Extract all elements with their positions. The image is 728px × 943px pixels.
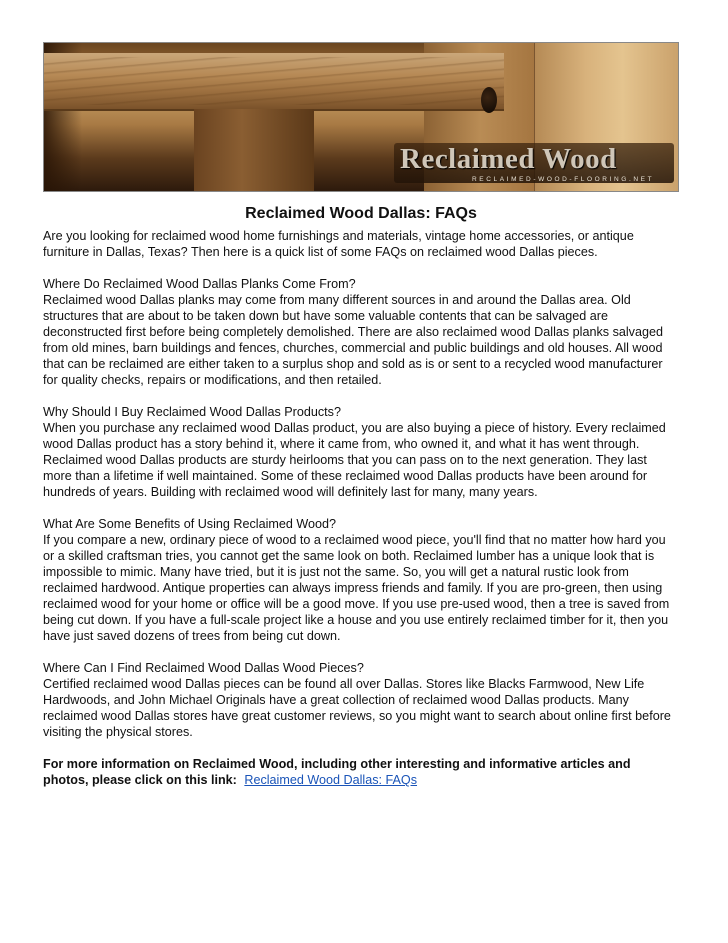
faq-section-3 [43,516,679,644]
faq-answer: When you purchase any reclaimed wood Dallas product, you are also buying a piece of history. Every reclaimed wood Dallas product has a story behind it, where it came from, who owned it, and what it has went through. Reclaimed wood Dallas products are sturdy heirlooms that you can pass on to the next generation. They last more than a lifetime if well maintained. Some of these reclaimed wood Dallas products have been around for hundreds of years. Building with reclaimed wood will definitely last for many, many years. [43,421,666,499]
faq-question: Where Do Reclaimed Wood Dallas Planks Come From? [43,277,356,291]
faq-section-2 [43,404,679,500]
intro-paragraph: Are you looking for reclaimed wood home furnishings and materials, vintage home accessories, or antique furniture in Dallas, Texas? Then here is a quick list of some FAQs on reclaimed wood Dallas pieces. [43,229,634,259]
knot-hole-decor [481,87,497,113]
wood-leg-decor [194,109,314,192]
footer-text: For more information on Reclaimed Wood, including other interesting and informative articles and photos, please click on this link: [43,757,631,787]
wood-grain-decor [44,57,504,105]
faq-question: What Are Some Benefits of Using Reclaimed Wood? [43,517,337,531]
faq-answer: Reclaimed wood Dallas planks may come from many different sources in and around the Dallas area. Old structures that are about to be taken down but have some valuable contents that can be salvaged are deconstructed first before being completely demolished. There are also reclaimed wood Dallas planks salvaged from old mines, barn buildings and fences, churches, commercial and public buildings and old houses. All wood that can be reclaimed are either taken to a surplus shop and sold as is or sent to a recycled wood manufacturer for quality checks, repairs or modifications, and then retailed. [43,293,663,387]
page-title: Reclaimed Wood Dallas: FAQs [245,205,477,222]
faq-link[interactable]: Reclaimed Wood Dallas: FAQs [244,773,418,787]
logo-text: Reclaimed Wood [400,143,617,175]
faq-question: Why Should I Buy Reclaimed Wood Dallas Products? [43,405,341,419]
faq-question: Where Can I Find Reclaimed Wood Dallas Wood Pieces? [43,661,364,675]
footer-paragraph [43,756,679,788]
faq-answer: Certified reclaimed wood Dallas pieces can be found all over Dallas. Stores like Blacks Farmwood, New Life Hardwoods, and John Michael Originals have a great collection of reclaimed wood Dallas products. Many reclaimed wood Dallas stores have great customer reviews, so you might want to search about online first before visiting the physical stores. [43,677,671,739]
faq-section-4 [43,660,679,740]
article-body [43,198,679,804]
faq-section-1 [43,276,679,388]
logo-subtext: RECLAIMED-WOOD-FLOORING.NET [472,176,655,183]
faq-answer: If you compare a new, ordinary piece of wood to a reclaimed wood piece, you'll find that no matter how hard you or a skilled craftsman tries, you cannot get the same look on both. Reclaimed lumber has a unique look that is impossible to mimic. Many have tried, but it is just not the same. So, you will get a natural rustic look from reclaimed hardwood. Antique properties can always impress friends and family. If you are pro-green, then using reclaimed wood for your home or office will be a good move. If you use pre-used wood, then a tree is saved from being cut down. If you have a full-scale project like a house and you use entirely reclaimed timber for it, then you have just saved dozens of trees from being cut down. [43,533,670,643]
header-banner-image [43,42,679,192]
